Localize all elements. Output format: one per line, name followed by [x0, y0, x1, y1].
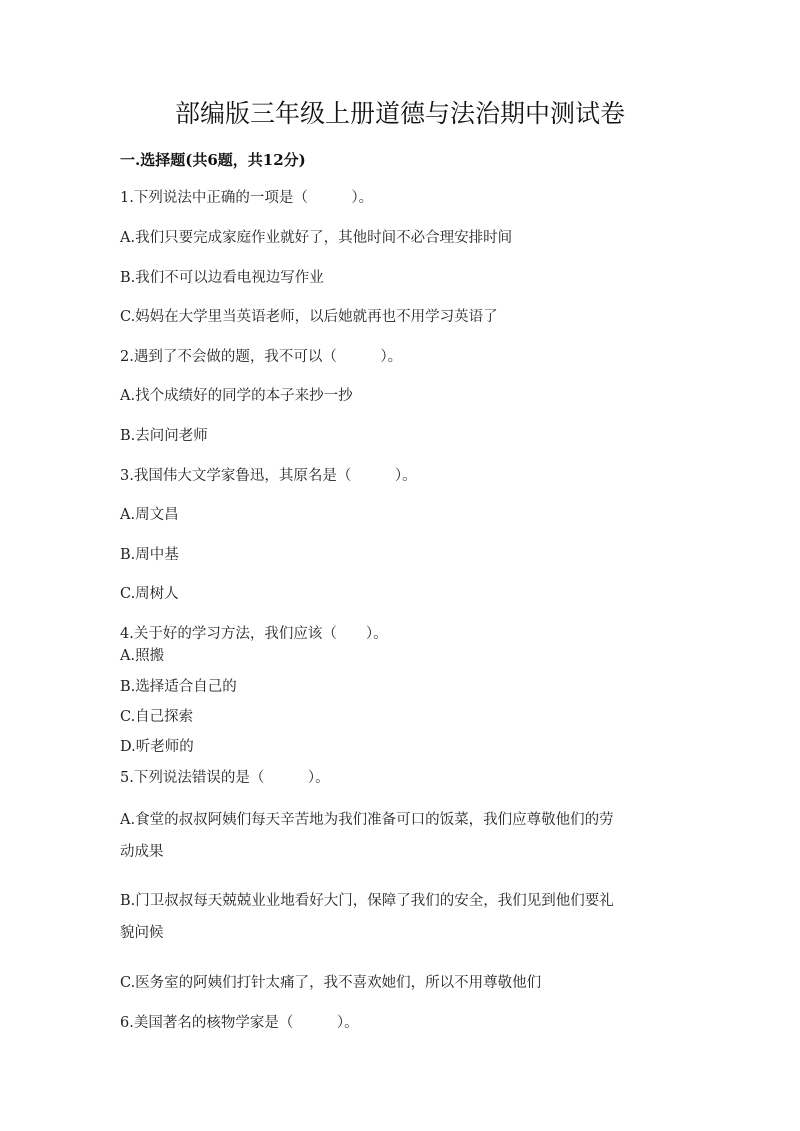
answer-option: B.周中基: [120, 547, 179, 563]
answer-option: C.妈妈在大学里当英语老师，以后她就再也不用学习英语了: [120, 309, 498, 325]
answer-option: A.照搬: [120, 648, 165, 664]
answer-option: A.找个成绩好的同学的本子来抄一抄: [120, 388, 353, 404]
answer-option: A.食堂的叔叔阿姨们每天辛苦地为我们准备可口的饭菜，我们应尊敬他们的劳: [120, 812, 614, 828]
question-stem: 6.美国著名的核物学家是（ ）。: [120, 1015, 359, 1031]
question-stem: 2.遇到了不会做的题，我不可以（ ）。: [120, 349, 403, 365]
page-title: 部编版三年级上册道德与法治期中测试卷: [174, 99, 625, 128]
question-stem: 4.关于好的学习方法，我们应该（ ）。: [120, 626, 388, 642]
answer-option: B.我们不可以边看电视边写作业: [120, 270, 324, 286]
answer-option: B.去问问老师: [120, 428, 208, 444]
question-stem: 3.我国伟大文学家鲁迅，其原名是（ ）。: [120, 468, 417, 484]
answer-option: B.选择适合自己的: [120, 679, 237, 695]
question-stem: 1.下列说法中正确的一项是（ ）。: [120, 190, 374, 206]
answer-option-continuation: 貌问候: [120, 925, 164, 941]
question-stem: 5.下列说法错误的是（ ）。: [120, 770, 330, 786]
answer-option: A.周文昌: [120, 507, 179, 523]
section-heading: 一.选择题(共6题，共12分): [120, 151, 306, 169]
answer-option: C.医务室的阿姨们打针太痛了，我不喜欢她们，所以不用尊敬他们: [120, 975, 542, 991]
answer-option: C.自己探索: [120, 709, 194, 725]
answer-option: C.周树人: [120, 586, 179, 602]
answer-option: A.我们只要完成家庭作业就好了，其他时间不必合理安排时间: [120, 230, 513, 246]
answer-option: D.听老师的: [120, 739, 194, 755]
answer-option: B.门卫叔叔每天兢兢业业地看好大门，保障了我们的安全，我们见到他们要礼: [120, 893, 614, 909]
answer-option-continuation: 动成果: [120, 844, 164, 860]
